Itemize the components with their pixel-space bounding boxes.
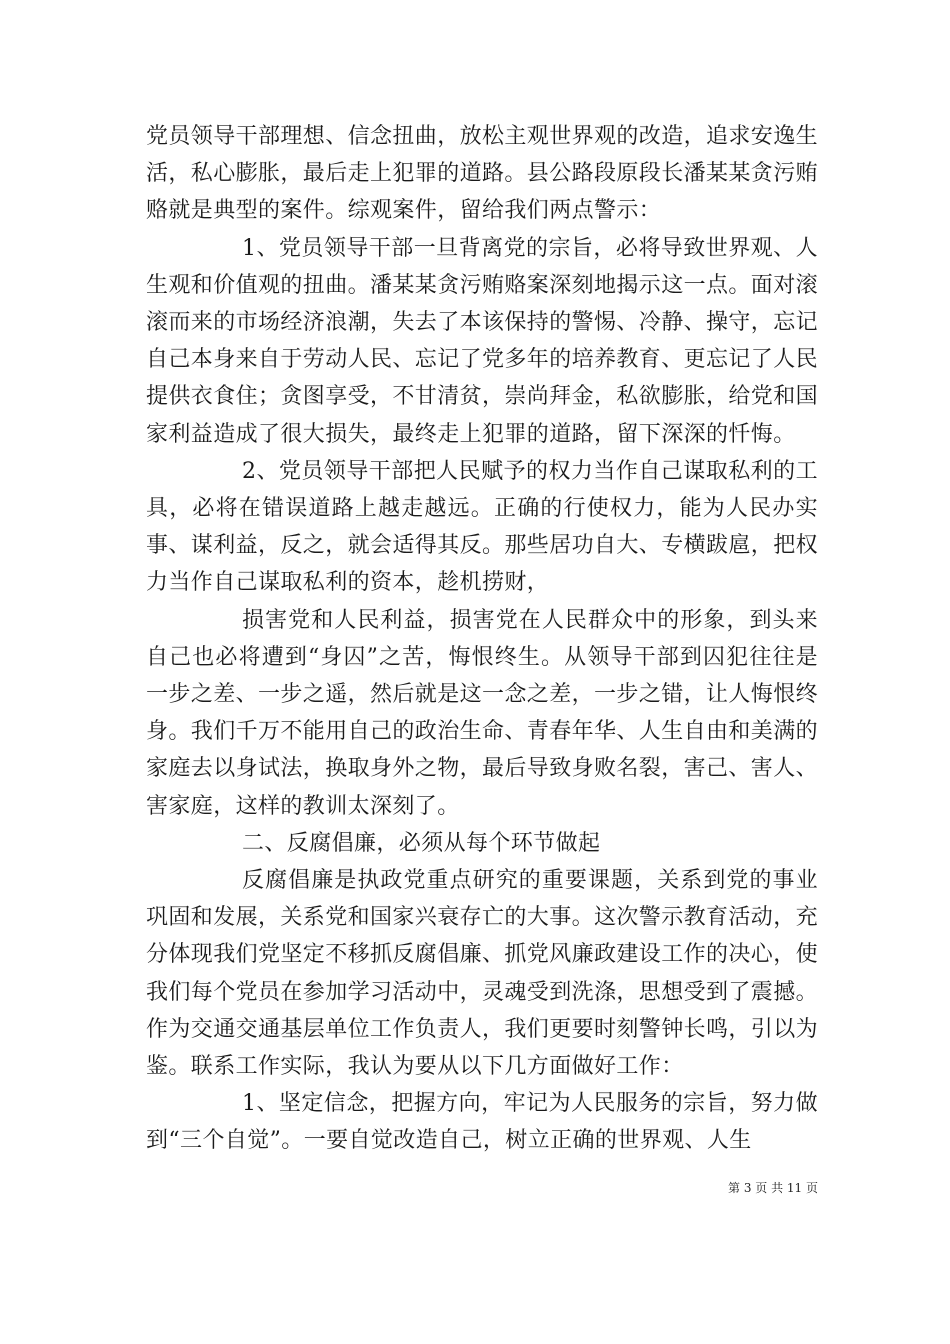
- paragraph-point-1: 1、坚定信念，把握方向，牢记为人民服务的宗旨，努力做到“三个自觉”。一要自觉改造自己，树立正确的世界观、人生: [146, 1091, 818, 1154]
- paragraph-warning-1: 1、党员领导干部一旦背离党的宗旨，必将导致世界观、人生观和价值观的扭曲。潘某某贪污贿赂案深刻地揭示这一点。面对滚滚而来的市场经济浪潮，失去了本该保持的警惕、冷静、操守，忘记自己本身来自于劳动人民、忘记了党多年的培养教育、更忘记了人民提供衣食住；贪图享受，不甘清贫，崇尚拜金，私欲膨胀，给党和国家利益造成了很大损失，最终走上犯罪的道路，留下深深的忏悔。: [146, 235, 819, 447]
- paragraph-intro: 党员领导干部理想、信念扭曲，放松主观世界观的改造，追求安逸生活，私心膨胀，最后走上犯罪的道路。县公路段原段长潘某某贪污贿赂就是典型的案件。综观案件，留给我们两点警示：: [146, 124, 819, 224]
- paragraph-section-2-intro: 反腐倡廉是执政党重点研究的重要课题，关系到党的事业巩固和发展，关系党和国家兴衰存亡的大事。这次警示教育活动，充分体现我们党坚定不移抓反腐倡廉、抓党风廉政建设工作的决心，使我们每个党员在参加学习活动中，灵魂受到洗涤，思想受到了震撼。作为交通交通基层单位工作负责人，我们更要时刻警钟长鸣，引以为鉴。联系工作实际，我认为要从以下几方面做好工作：: [146, 868, 819, 1080]
- page-number-footer: 第 3 页 共 11 页: [728, 1181, 818, 1195]
- section-heading-2: 二、反腐倡廉，必须从每个环节做起: [242, 830, 601, 856]
- paragraph-warning-2-continued: 损害党和人民利益，损害党在人民群众中的形象，到头来自己也必将遭到“身囚”之苦，悔恨终生。从领导干部到囚犯往往是一步之差、一步之遥，然后就是这一念之差，一步之错，让人悔恨终身。我们千万不能用自己的政治生命、青春年华、人生自由和美满的家庭去以身试法，换取身外之物，最后导致身败名裂，害己、害人、害家庭，这样的教训太深刻了。: [146, 607, 819, 819]
- document-body: [146, 118, 818, 1160]
- paragraph-warning-2: 2、党员领导干部把人民赋予的权力当作自己谋取私利的工具，必将在错误道路上越走越远。正确的行使权力，能为人民办实事、谋利益，反之，就会适得其反。那些居功自大、专横跋扈，把权力当作自己谋取私利的资本，趁机捞财，: [146, 458, 819, 596]
